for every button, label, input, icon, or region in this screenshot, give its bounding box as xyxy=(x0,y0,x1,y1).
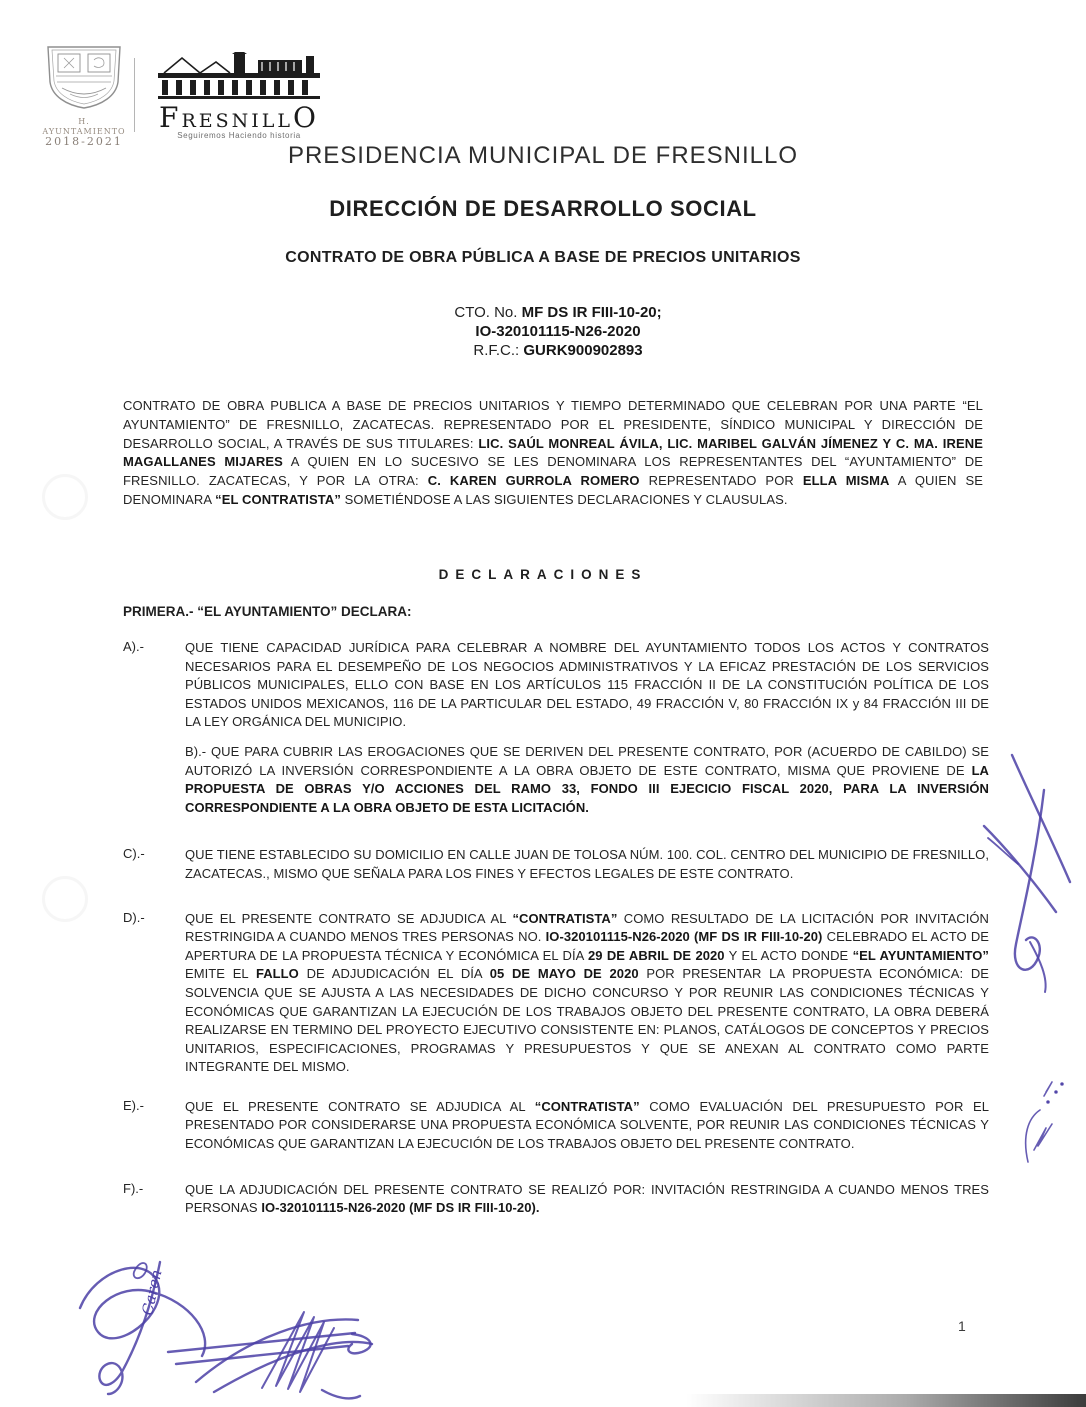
scan-shadow-edge xyxy=(686,1394,1086,1407)
contract-reference-block xyxy=(0,303,1086,360)
item-label-e: E).- xyxy=(123,1097,144,1113)
declaration-item-c xyxy=(123,846,989,883)
declaration-item-f xyxy=(123,1181,989,1218)
declaration-item-d xyxy=(123,910,989,1077)
intro-paragraph: CONTRATO DE OBRA PUBLICA A BASE DE PRECIOS UNITARIOS Y TIEMPO DETERMINADO QUE CELEBRAN POR UNA PARTE “EL AYUNTAMIENTO” DE FRESNILLO, ZACATECAS. REPRESENTADO POR EL PRESIDENTE, SÍNDICO MUNICIPAL Y DIRECCIÓN DE DESARROLLO SOCIAL, A TRAVÉS DE SUS TITULARES: LIC. SAÚL MONREAL ÁVILA, LIC. MARIBEL GALVÁN JÍMENEZ Y C. MA. IRENE MAGALLANES MIJARES A QUIEN EN LO SUCESIVO SE LES DENOMINARA LOS REPRESENTANTES DEL “AYUNTAMIENTO” DE FRESNILLO. ZACATECAS, Y POR LA OTRA: C. KAREN GURROLA ROMERO REPRESENTADO POR ELLA MISMA A QUIEN SE DENOMINARA “EL CONTRATISTA” SOMETIÉNDOSE A LAS SIGUIENTES DECLARACIONES Y CLAUSULAS. xyxy=(123,398,984,507)
signature-center-scribble xyxy=(168,1312,372,1398)
logo-tagline: Seguiremos Haciendo historia xyxy=(177,131,301,140)
contract-number-line: CTO. No. MF DS IR FIII-10-20; xyxy=(454,304,662,321)
invitation-number-line: IO-320101115-N26-2020 xyxy=(475,323,641,340)
contract-type-heading: CONTRATO DE OBRA PÚBLICA A BASE DE PRECIOS UNITARIOS xyxy=(285,249,801,266)
punch-hole-mark-top xyxy=(42,474,88,520)
page-number: 1 xyxy=(958,1318,966,1334)
rfc-line: R.F.C.: GURK900902893 xyxy=(473,342,643,359)
declaration-item-a xyxy=(123,639,989,732)
signature-caren-text: Caren xyxy=(138,1267,166,1317)
declaration-item-b xyxy=(123,743,989,817)
declaration-item-e xyxy=(123,1098,989,1154)
fresnillo-wordmark xyxy=(146,101,332,134)
wordmark-letter-o: O xyxy=(293,101,319,134)
signature-right-margin xyxy=(984,755,1070,992)
item-body-f: QUE LA ADJUDICACIÓN DEL PRESENTE CONTRATO SE REALIZÓ POR: INVITACIÓN RESTRINGIDA A CUANDO MENOS TRES PERSONAS IO-320101115-N26-2020 (MF DS IR FIII-10-20). xyxy=(185,1181,989,1216)
primera-declara-heading: PRIMERA.- “EL AYUNTAMIENTO” DECLARA: xyxy=(123,604,412,619)
declarations-heading: DECLARACIONES xyxy=(438,567,648,582)
item-body-a: QUE TIENE CAPACIDAD JURÍDICA PARA CELEBRAR A NOMBRE DEL AYUNTAMIENTO TODOS LOS ACTOS Y CONTRATOS NECESARIOS PARA EL DESEMPEÑO DE LOS NEGOCIOS ADMINISTRATIVOS Y LA EFICAZ PRESTACIÓN DE LOS SERVICIOS PÚBLICOS MUNICIPALES, ELLO CON BASE EN LOS ARTÍCULOS 115 FRACCIÓN II DE LA CONSTITUCIÓN POLÍTICA DE LOS ESTADOS UNIDOS MEXICANOS, 116 DE LA PARTICULAR DEL ESTADO, 49 FRACCIÓN V, 80 FRACCIÓN IX y 84 FRACCIÓN III DE LA LEY ORGÁNICA DEL MUNICIPIO. xyxy=(185,640,989,730)
shield-caption-ayuntamiento: H. AYUNTAMIENTO xyxy=(42,117,126,136)
header-divider xyxy=(134,58,135,132)
annotation-right-small-mark xyxy=(1026,1082,1063,1162)
wordmark-letter-f: F xyxy=(159,101,182,134)
item-body-d: QUE EL PRESENTE CONTRATO SE ADJUDICA AL “CONTRATISTA” COMO RESULTADO DE LA LICITACIÓN POR INVITACIÓN RESTRINGIDA A CUANDO MENOS TRES PERSONAS NO. IO-320101115-N26-2020 (MF DS IR FIII-10-20) CELEBRADO EL ACTO DE APERTURA DE LA PROPUESTA TÉCNICA Y ECONÓMICA EL DÍA 29 DE ABRIL DE 2020 Y EL ACTO DONDE “EL AYUNTAMIENTO” EMITE EL FALLO DE ADJUDICACIÓN EL DÍA 05 DE MAYO DE 2020 POR PRESENTAR LA PROPUESTA ECONÓMICA: DE SOLVENCIA QUE SE AJUSTA A LAS NECESIDADES DE DICHO CONCURSO Y POR REUNIR LAS CONDICIONES TÉCNICAS Y ECONÓMICAS QUE GARANTIZAN LA EJECUCIÓN DE LOS TRABAJOS OBJETO DEL PRESENTE CONTRATO, LA OBRA DEBERÁ REALIZARSE EN TERMINO DEL PROYECTO EJECUTIVO CONSISTENTE EN: PLANOS, CATÁLOGOS DE CONCEPTOS Y PRECIOS UNITARIOS, ESPECIFICACIONES, PROGRAMAS Y PRESUPUESTOS Y QUE SE ANEXAN AL CONTRATO COMO PARTE INTEGRANTE DEL MISMO. xyxy=(185,910,989,1075)
item-label-c: C).- xyxy=(123,846,145,862)
signature-left-flourish xyxy=(80,1262,205,1394)
wordmark-middle: RESNILL xyxy=(181,110,294,132)
annotation-small-hook xyxy=(134,1263,147,1278)
municipal-coat-of-arms xyxy=(36,44,132,147)
shield-icon xyxy=(36,44,132,110)
shield-caption-years: 2018-2021 xyxy=(45,135,123,148)
item-body-b: B).- QUE PARA CUBRIR LAS EROGACIONES QUE SE DERIVEN DEL PRESENTE CONTRATO, POR (ACUERDO DE CABILDO) SE AUTORIZÓ LA INVERSIÓN CORRESPONDIENTE A LA OBRA OBJETO DE ESTE CONTRATO, MISMA QUE PROVIENE DE LA PROPUESTA DE OBRAS Y/O ACCIONES DEL RAMO 33, FONDO III EJECICIO FISCAL 2020, PARA LA INVERSIÓN CORRESPONDIENTE A LA OBRA OBJETO DE ESTA LICITACIÓN. xyxy=(185,743,989,815)
item-label-b xyxy=(123,743,185,817)
department-heading: DIRECCIÓN DE DESARROLLO SOCIAL xyxy=(329,196,757,221)
fresnillo-logo xyxy=(146,52,332,140)
item-body-e: QUE EL PRESENTE CONTRATO SE ADJUDICA AL “CONTRATISTA” COMO EVALUACIÓN DEL PRESUPUESTO POR EL PRESENTADO POR CONSIDERARSE UNA PROPUESTA ECONÓMICA SOLVENTE, POR REUNIR LAS CONDICIONES TÉCNICAS Y ECONÓMICAS QUE GARANTIZAN LA EJECUCIÓN DE LOS TRABAJOS OBJETO DEL PRESENTE CONTRATO. xyxy=(185,1098,989,1152)
declarations-list xyxy=(123,639,989,1218)
item-label-a: A).- xyxy=(123,639,144,654)
document-title: PRESIDENCIA MUNICIPAL DE FRESNILLO xyxy=(287,142,799,169)
punch-hole-mark-bottom xyxy=(42,876,88,922)
aqueduct-bridge-icon xyxy=(158,52,320,102)
item-body-c: QUE TIENE ESTABLECIDO SU DOMICILIO EN CALLE JUAN DE TOLOSA NÚM. 100. COL. CENTRO DEL MUNICIPIO DE FRESNILLO, ZACATECAS., MISMO QUE SEÑALA PARA LOS FINES Y EFECTOS LEGALES DE ESTE CONTRATO. xyxy=(185,847,989,881)
item-label-d: D).- xyxy=(123,909,145,925)
item-label-f: F).- xyxy=(123,1180,144,1196)
